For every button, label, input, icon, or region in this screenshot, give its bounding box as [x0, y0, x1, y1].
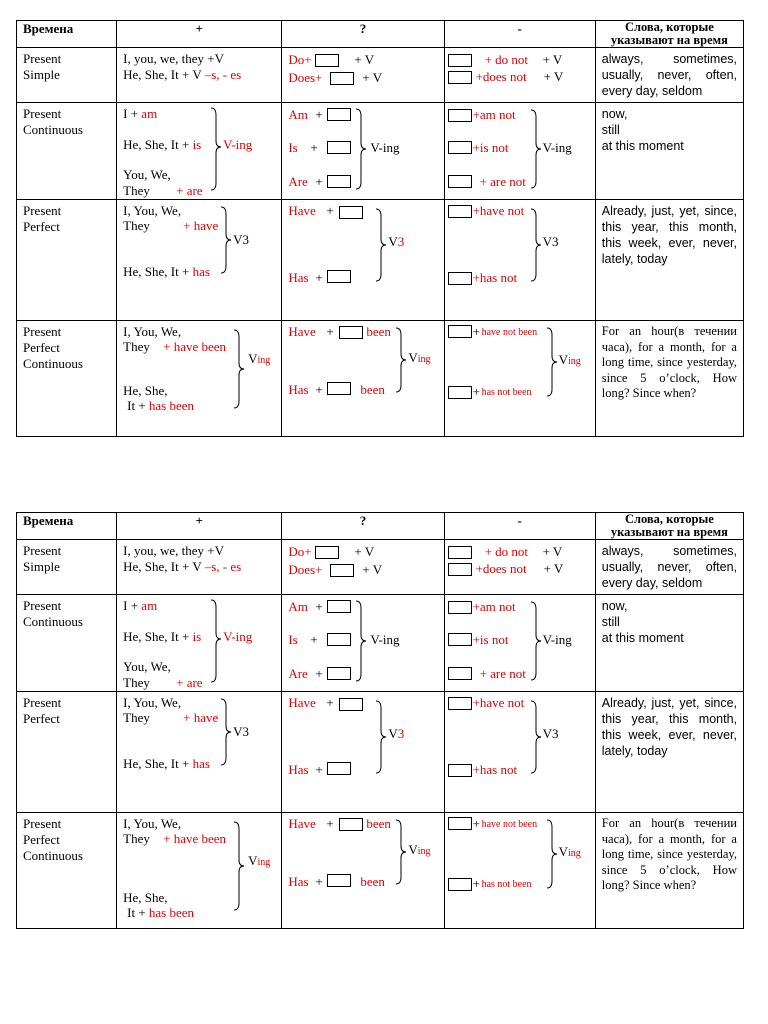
- tense-name: Present Perfect Continuous: [17, 813, 117, 929]
- row-present-perfect: [17, 200, 744, 321]
- blank-box: [448, 54, 472, 67]
- row-present-perfect: [17, 692, 744, 813]
- negative-cell: + have not been + has not been Ving: [444, 321, 595, 437]
- header-row: [17, 21, 744, 48]
- blank-box: [448, 386, 472, 399]
- affirmative-cell: I, You, We, They + have been He, She, It + has been Ving: [117, 813, 282, 929]
- question-cell: Have + been Has + been Ving: [282, 321, 444, 437]
- blank-box: [327, 270, 351, 283]
- brace: [374, 700, 388, 774]
- blank-box: [327, 667, 351, 680]
- brace: [545, 327, 559, 397]
- blank-box: [327, 175, 351, 188]
- question-cell: Do+ + V Does+ + V: [282, 48, 444, 103]
- blank-box: [339, 206, 363, 219]
- blank-box: [448, 764, 472, 777]
- header-question: ?: [282, 21, 444, 48]
- blank-box: [315, 54, 339, 67]
- blank-box: [315, 546, 339, 559]
- blank-box: [339, 818, 363, 831]
- header-affirmative: +: [117, 513, 282, 540]
- blank-box: [327, 600, 351, 613]
- tense-name: Present Perfect: [17, 692, 117, 813]
- negative-cell: +am not +is not + are not V-ing: [444, 595, 595, 692]
- blank-box: [327, 382, 351, 395]
- time-words-cell: now, still at this moment: [595, 595, 743, 692]
- question-cell: Have + been Has + been Ving: [282, 813, 444, 929]
- negative-cell: + do not + V +does not + V: [444, 540, 595, 595]
- blank-box: [339, 326, 363, 339]
- brace: [529, 109, 543, 189]
- brace: [232, 329, 246, 409]
- header-time-words: Слова, которые указывают на время: [595, 21, 743, 48]
- time-words-cell: For an hour(в течении часа), for a month, for a long time, since yesterday, since 5 o’clock, How long? Since when?: [595, 813, 743, 929]
- brace: [219, 206, 233, 274]
- affirmative-cell: I + am He, She, It + is You, We, They + are V-ing: [117, 595, 282, 692]
- header-tenses: Времена: [17, 21, 117, 48]
- brace: [374, 208, 388, 282]
- affirmative-cell: I, you, we, they +V He, She, It + V –s, - es: [117, 48, 282, 103]
- brace: [232, 821, 246, 911]
- blank-box: [448, 563, 472, 576]
- blank-box: [339, 698, 363, 711]
- blank-box: [448, 325, 472, 338]
- header-question: ?: [282, 513, 444, 540]
- affirmative-cell: I, You, We, They + have He, She, It + has V3: [117, 200, 282, 321]
- header-negative: -: [444, 21, 595, 48]
- brace: [219, 698, 233, 766]
- time-words-cell: always, sometimes, usually, never, often, every day, seldom: [595, 540, 743, 595]
- affirmative-cell: I, You, We, They + have been He, She, It + has been Ving: [117, 321, 282, 437]
- affirmative-cell: I, You, We, They + have He, She, It + has V3: [117, 692, 282, 813]
- question-cell: Do+ + V Does+ + V: [282, 540, 444, 595]
- blank-box: [448, 71, 472, 84]
- brace: [354, 108, 368, 190]
- brace: [209, 107, 223, 191]
- blank-box: [448, 141, 472, 154]
- brace: [529, 208, 543, 282]
- header-row: [17, 513, 744, 540]
- row-present-continuous: [17, 595, 744, 692]
- tenses-table-2: [16, 512, 744, 929]
- blank-box: [327, 762, 351, 775]
- brace: [394, 819, 408, 885]
- blank-box: [448, 633, 472, 646]
- blank-box: [448, 272, 472, 285]
- blank-box: [330, 72, 354, 85]
- tenses-table-1: [16, 20, 744, 437]
- tense-name: Present Simple: [17, 540, 117, 595]
- row-present-simple: [17, 48, 744, 103]
- blank-box: [448, 205, 472, 218]
- tense-name: Present Continuous: [17, 595, 117, 692]
- tense-name: Present Perfect: [17, 200, 117, 321]
- time-words-cell: now, still at this moment: [595, 103, 743, 200]
- question-cell: Have + Has + V3: [282, 200, 444, 321]
- tense-name: Present Continuous: [17, 103, 117, 200]
- blank-box: [448, 109, 472, 122]
- row-present-perfect-continuous: [17, 813, 744, 929]
- question-cell: Am + Is + Are + V-ing: [282, 595, 444, 692]
- brace: [545, 819, 559, 889]
- blank-box: [330, 564, 354, 577]
- blank-box: [448, 546, 472, 559]
- time-words-cell: Already, just, yet, since, this year, this month, this week, ever, never, lately, today: [595, 200, 743, 321]
- brace: [529, 601, 543, 681]
- affirmative-cell: I + am He, She, It + is You, We, They + are V-ing: [117, 103, 282, 200]
- blank-box: [448, 817, 472, 830]
- tense-name: Present Simple: [17, 48, 117, 103]
- negative-cell: +have not +has not V3: [444, 200, 595, 321]
- brace: [354, 600, 368, 682]
- row-present-continuous: [17, 103, 744, 200]
- blank-box: [448, 697, 472, 710]
- question-cell: Have + Has + V3: [282, 692, 444, 813]
- blank-box: [327, 874, 351, 887]
- brace: [529, 700, 543, 774]
- brace: [394, 327, 408, 393]
- affirmative-cell: I, you, we, they +V He, She, It + V –s, - es: [117, 540, 282, 595]
- header-time-words: Слова, которые указывают на время: [595, 513, 743, 540]
- negative-cell: + do not + V +does not + V: [444, 48, 595, 103]
- negative-cell: + have not been + has not been Ving: [444, 813, 595, 929]
- blank-box: [327, 108, 351, 121]
- brace: [209, 599, 223, 683]
- blank-box: [448, 175, 472, 188]
- blank-box: [448, 667, 472, 680]
- row-present-simple: [17, 540, 744, 595]
- question-cell: Am + Is + Are + V-ing: [282, 103, 444, 200]
- blank-box: [448, 601, 472, 614]
- time-words-cell: Already, just, yet, since, this year, this month, this week, ever, never, lately, today: [595, 692, 743, 813]
- header-affirmative: +: [117, 21, 282, 48]
- row-present-perfect-continuous: [17, 321, 744, 437]
- tense-name: Present Perfect Continuous: [17, 321, 117, 437]
- blank-box: [327, 141, 351, 154]
- header-tenses: Времена: [17, 513, 117, 540]
- negative-cell: +have not +has not V3: [444, 692, 595, 813]
- time-words-cell: For an hour(в течении часа), for a month, for a long time, since yesterday, since 5 o’clock, How long? Since when?: [595, 321, 743, 437]
- blank-box: [448, 878, 472, 891]
- time-words-cell: always, sometimes, usually, never, often, every day, seldom: [595, 48, 743, 103]
- header-negative: -: [444, 513, 595, 540]
- negative-cell: +am not +is not + are not V-ing: [444, 103, 595, 200]
- blank-box: [327, 633, 351, 646]
